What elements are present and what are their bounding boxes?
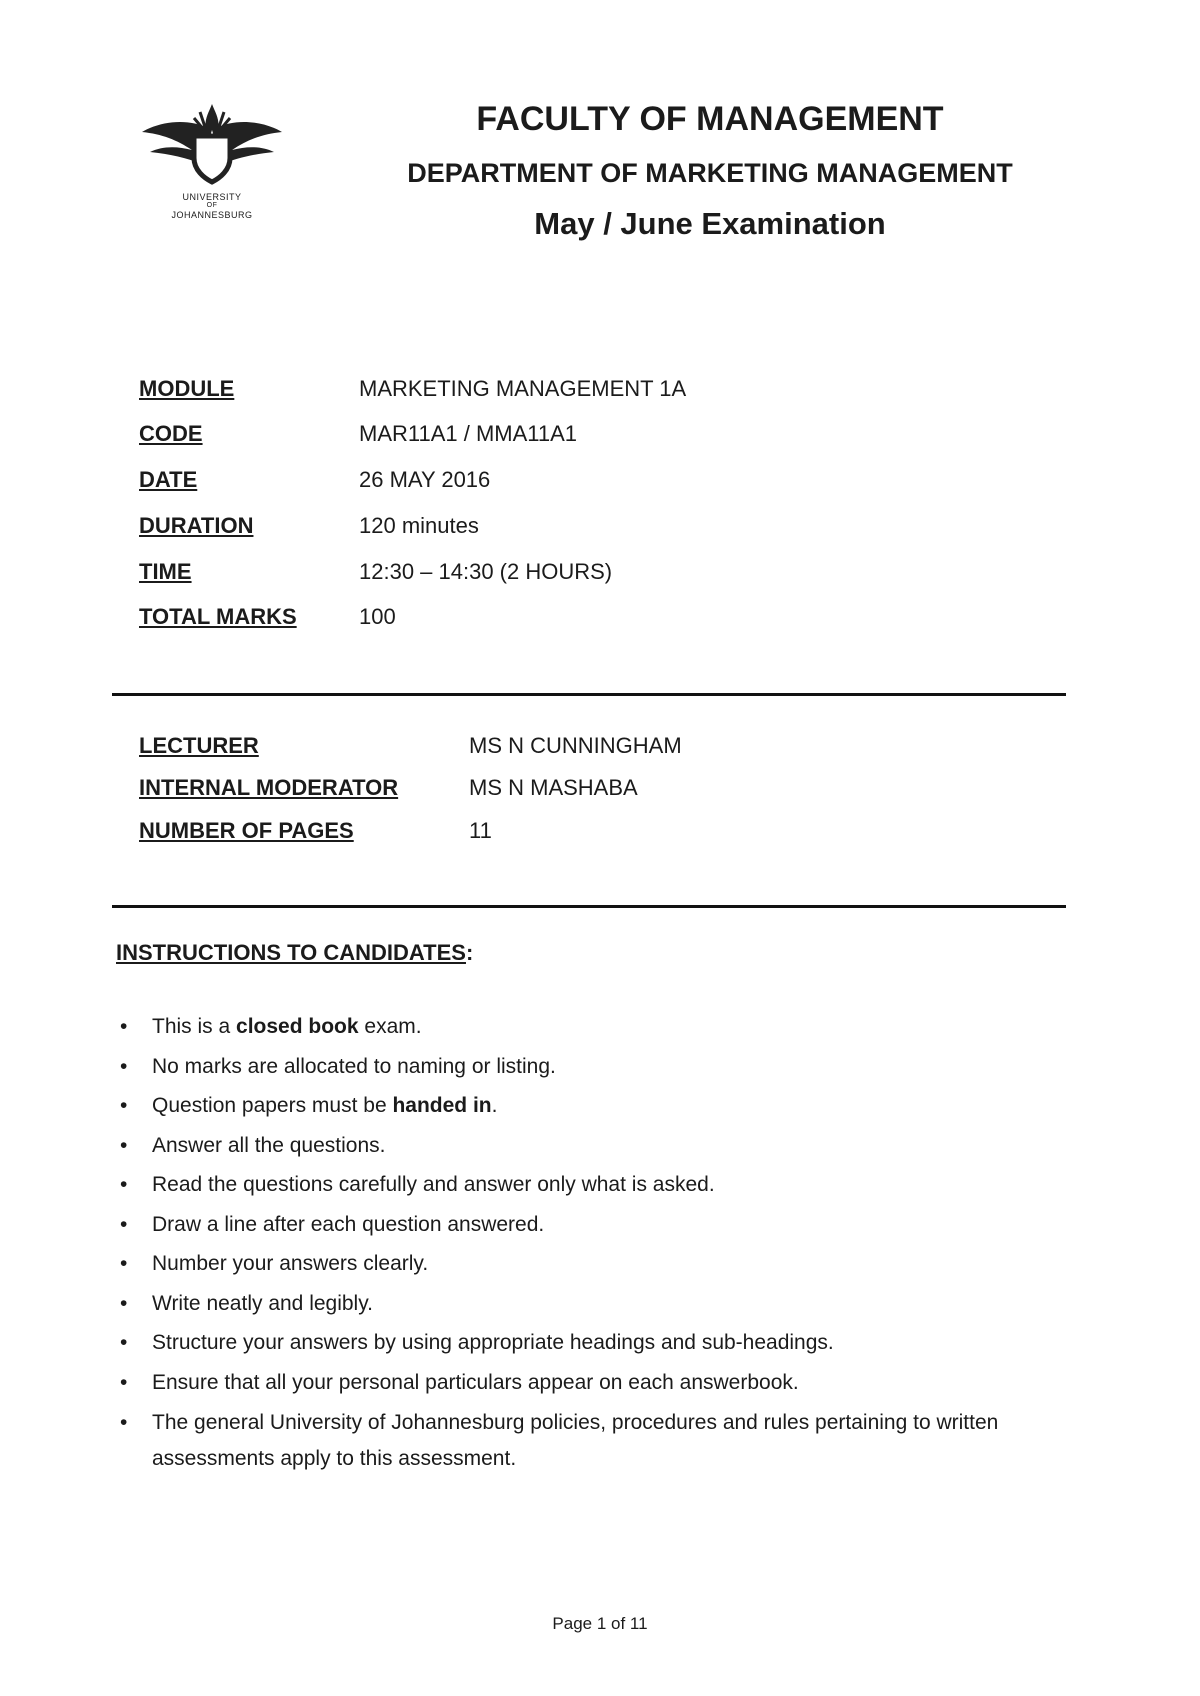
list-item [116,1089,1076,1123]
bullet-icon: • [120,1133,128,1157]
item-text: Ensure that all your personal particulars appear on each answerbook. [152,1370,799,1394]
detail-value: 26 MAY 2016 [359,467,491,492]
detail-label: TOTAL MARKS [139,604,297,629]
logo-text-university: UNIVERSITY [182,192,242,202]
bullet-icon: • [120,1331,128,1354]
list-item [116,1129,1076,1163]
item-text: Structure your answers by using appropriate headings and sub-headings. [152,1331,834,1354]
bullet-icon: • [120,1173,128,1196]
list-item [116,1287,1076,1321]
list-item [116,1208,1076,1242]
bullet-icon: • [120,1291,128,1315]
bullet-icon: • [120,1411,128,1434]
item-text-bold: handed in [392,1094,492,1117]
detail-value: MARKETING MANAGEMENT 1A [359,376,687,401]
university-crest-icon [132,100,292,200]
divider [112,693,1066,696]
list-item [116,1405,1076,1477]
detail-label: MODULE [139,376,235,401]
detail-value: 12:30 – 14:30 (2 HOURS) [359,559,613,584]
bullet-icon: • [120,1015,128,1038]
detail-label: DURATION [139,513,254,538]
logo-text-of: OF [206,202,218,209]
university-logo [132,100,292,240]
item-text: Draw a line after each question answered. [152,1212,545,1236]
staff-label: NUMBER OF PAGES [139,818,354,843]
exam-title: May / June Examination [534,206,886,241]
list-item [116,1366,1076,1400]
instructions-title [116,940,473,966]
bullet-icon: • [120,1054,128,1078]
list-item [116,1326,1076,1360]
staff-label: INTERNAL MODERATOR [139,775,399,800]
instructions-title-suffix: : [465,940,474,965]
bullet-icon: • [120,1252,128,1275]
item-text: Answer all the questions. [152,1133,386,1157]
item-text: Write neatly and legibly. [152,1291,374,1315]
page-number: Page 1 of 11 [552,1614,648,1633]
detail-value: 120 minutes [359,513,479,538]
item-text: No marks are allocated to naming or listing. [152,1054,556,1078]
item-text: Number your answers clearly. [152,1252,429,1275]
item-text: . [491,1094,498,1117]
staff-label: LECTURER [139,733,259,758]
detail-label: CODE [139,421,203,446]
item-text: Question papers must be [152,1094,393,1117]
logo-text-johannesburg: JOHANNESBURG [171,210,253,220]
department-title: DEPARTMENT OF MARKETING MANAGEMENT [407,158,1013,188]
list-item [116,1050,1076,1084]
divider [112,905,1066,908]
list-item [116,1247,1076,1281]
staff-value: 11 [469,818,492,843]
item-text-bold: closed book [236,1015,359,1038]
item-text: Read the questions carefully and answer only what is asked. [152,1173,715,1196]
bullet-icon: • [120,1094,128,1117]
bullet-icon: • [120,1370,128,1394]
bullet-icon: • [120,1212,128,1236]
item-text: exam. [358,1015,422,1038]
detail-label: DATE [139,467,198,492]
detail-label: TIME [139,559,192,584]
instructions-title-text: INSTRUCTIONS TO CANDIDATES [116,940,466,965]
staff-value: MS N MASHABA [469,775,638,800]
item-text: The general University of Johannesburg policies, procedures and rules pertaining to written assessments apply to this assessment. [152,1411,999,1470]
detail-value: 100 [359,604,396,629]
faculty-title: FACULTY OF MANAGEMENT [476,100,944,138]
instructions-list [116,1010,1076,1483]
detail-value: MAR11A1 / MMA11A1 [359,421,578,446]
item-text: This is a [152,1015,237,1038]
list-item [116,1010,1076,1044]
list-item [116,1168,1076,1202]
staff-value: MS N CUNNINGHAM [469,733,682,758]
